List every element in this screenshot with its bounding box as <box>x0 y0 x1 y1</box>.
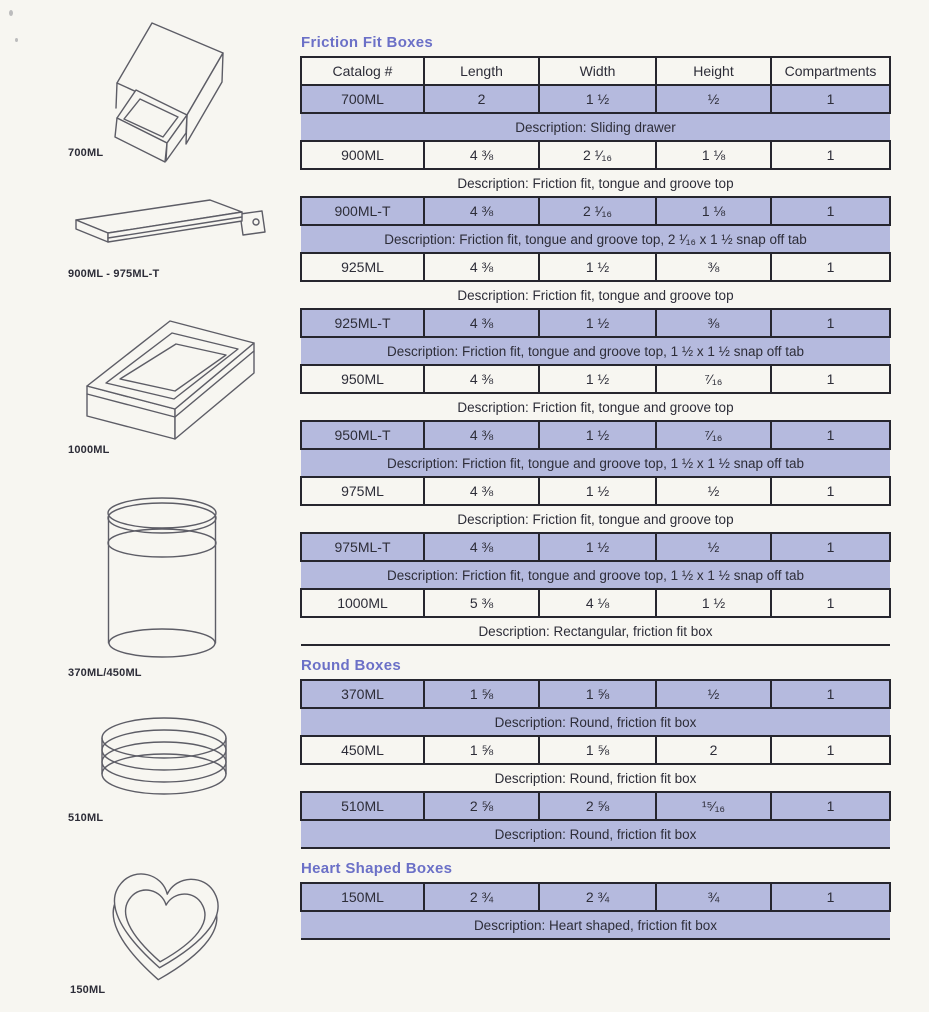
length-cell: 1 ⅝ <box>424 680 539 708</box>
catalog-cell: 1000ML <box>301 589 424 617</box>
width-cell: 1 ½ <box>539 533 656 561</box>
height-cell: 1 ½ <box>656 589 771 617</box>
compartments-cell: 1 <box>771 736 890 764</box>
figure-label-370ml-450ml: 370ML/450ML <box>68 667 142 679</box>
heart-box-icon <box>93 862 235 988</box>
column-header: Catalog # <box>301 57 424 85</box>
width-cell: 1 ⅝ <box>539 680 656 708</box>
description-cell: Description: Friction fit, tongue and groove top, 2 ¹⁄₁₆ x 1 ½ snap off tab <box>301 225 890 253</box>
length-cell: 4 ⅜ <box>424 365 539 393</box>
spec-row-975ml <box>301 477 890 505</box>
description-row <box>301 820 890 848</box>
width-cell: 1 ½ <box>539 85 656 113</box>
spec-row-450ml <box>301 736 890 764</box>
description-row <box>301 281 890 309</box>
scan-speck <box>15 38 18 42</box>
length-cell: 2 ⅝ <box>424 792 539 820</box>
description-cell: Description: Friction fit, tongue and groove top <box>301 505 890 533</box>
description-row <box>301 911 890 939</box>
width-cell: 1 ½ <box>539 421 656 449</box>
spec-row-900ml <box>301 141 890 169</box>
spec-row-975ml-t <box>301 533 890 561</box>
length-cell: 4 ⅜ <box>424 197 539 225</box>
spec-table <box>300 679 891 849</box>
length-cell: 4 ⅜ <box>424 141 539 169</box>
length-cell: 4 ⅜ <box>424 421 539 449</box>
height-cell: 2 <box>656 736 771 764</box>
compartments-cell: 1 <box>771 533 890 561</box>
description-cell: Description: Friction fit, tongue and groove top <box>301 393 890 421</box>
description-cell: Description: Round, friction fit box <box>301 764 890 792</box>
description-cell: Description: Sliding drawer <box>301 113 890 141</box>
height-cell: ⅜ <box>656 309 771 337</box>
description-row <box>301 449 890 477</box>
catalog-cell: 975ML <box>301 477 424 505</box>
header-row <box>301 57 890 85</box>
compartments-cell: 1 <box>771 421 890 449</box>
height-cell: ½ <box>656 680 771 708</box>
cylinder-box-figure <box>105 496 220 661</box>
round-box-icon <box>98 712 230 820</box>
compartments-cell: 1 <box>771 141 890 169</box>
height-cell: ¾ <box>656 883 771 911</box>
compartments-cell: 1 <box>771 680 890 708</box>
catalog-cell: 450ML <box>301 736 424 764</box>
spec-row-700ml <box>301 85 890 113</box>
figure-label-150ml: 150ML <box>70 984 106 996</box>
width-cell: 1 ½ <box>539 253 656 281</box>
catalog-cell: 950ML <box>301 365 424 393</box>
height-cell: ¹⁵⁄₁₆ <box>656 792 771 820</box>
description-row <box>301 169 890 197</box>
spec-row-370ml <box>301 680 890 708</box>
height-cell: ⁷⁄₁₆ <box>656 365 771 393</box>
column-header: Length <box>424 57 539 85</box>
length-cell: 5 ⅜ <box>424 589 539 617</box>
length-cell: 4 ⅜ <box>424 533 539 561</box>
height-cell: 1 ⅛ <box>656 141 771 169</box>
length-cell: 2 ¾ <box>424 883 539 911</box>
height-cell: 1 ⅛ <box>656 197 771 225</box>
description-cell: Description: Heart shaped, friction fit box <box>301 911 890 939</box>
spec-row-925ml <box>301 253 890 281</box>
length-cell: 4 ⅜ <box>424 253 539 281</box>
column-header: Compartments <box>771 57 890 85</box>
spec-row-925ml-t <box>301 309 890 337</box>
compartments-cell: 1 <box>771 883 890 911</box>
flat-slide-box-icon <box>72 196 270 258</box>
length-cell: 4 ⅜ <box>424 309 539 337</box>
width-cell: 2 ¹⁄₁₆ <box>539 141 656 169</box>
width-cell: 2 ¹⁄₁₆ <box>539 197 656 225</box>
section-heading: Heart Shaped Boxes <box>301 860 453 877</box>
catalog-cell: 975ML-T <box>301 533 424 561</box>
sliding-drawer-box-icon <box>100 20 240 165</box>
spec-row-150ml <box>301 883 890 911</box>
length-cell: 4 ⅜ <box>424 477 539 505</box>
height-cell: ⁷⁄₁₆ <box>656 421 771 449</box>
heart-box-figure <box>93 862 235 988</box>
compartments-cell: 1 <box>771 309 890 337</box>
description-row <box>301 617 890 645</box>
cylinder-box-icon <box>105 496 220 661</box>
column-header: Height <box>656 57 771 85</box>
description-cell: Description: Friction fit, tongue and groove top, 1 ½ x 1 ½ snap off tab <box>301 449 890 477</box>
height-cell: ½ <box>656 533 771 561</box>
figure-label-700ml: 700ML <box>68 147 104 159</box>
description-row <box>301 764 890 792</box>
spec-row-1000ml <box>301 589 890 617</box>
description-cell: Description: Friction fit, tongue and groove top, 1 ½ x 1 ½ snap off tab <box>301 337 890 365</box>
section-heading: Round Boxes <box>301 657 401 674</box>
compartments-cell: 1 <box>771 792 890 820</box>
width-cell: 1 ⅝ <box>539 736 656 764</box>
catalog-cell: 700ML <box>301 85 424 113</box>
catalog-cell: 900ML-T <box>301 197 424 225</box>
description-row <box>301 708 890 736</box>
width-cell: 2 ⅝ <box>539 792 656 820</box>
length-cell: 1 ⅝ <box>424 736 539 764</box>
compartments-cell: 1 <box>771 197 890 225</box>
spec-table <box>300 882 891 940</box>
spec-tables <box>300 34 889 951</box>
width-cell: 1 ½ <box>539 477 656 505</box>
rectangular-tray-box-icon <box>78 315 263 460</box>
catalog-cell: 925ML <box>301 253 424 281</box>
scan-speck <box>9 10 13 16</box>
width-cell: 1 ½ <box>539 365 656 393</box>
description-cell: Description: Round, friction fit box <box>301 820 890 848</box>
description-cell: Description: Rectangular, friction fit box <box>301 617 890 645</box>
spec-row-950ml-t <box>301 421 890 449</box>
catalog-cell: 510ML <box>301 792 424 820</box>
description-row <box>301 561 890 589</box>
width-cell: 2 ¾ <box>539 883 656 911</box>
catalog-cell: 900ML <box>301 141 424 169</box>
catalog-cell: 370ML <box>301 680 424 708</box>
height-cell: ½ <box>656 85 771 113</box>
description-cell: Description: Friction fit, tongue and groove top, 1 ½ x 1 ½ snap off tab <box>301 561 890 589</box>
figure-label-1000ml: 1000ML <box>68 444 110 456</box>
sliding-drawer-box-figure <box>100 20 240 165</box>
spec-row-950ml <box>301 365 890 393</box>
compartments-cell: 1 <box>771 85 890 113</box>
compartments-cell: 1 <box>771 253 890 281</box>
length-cell: 2 <box>424 85 539 113</box>
description-cell: Description: Friction fit, tongue and groove top <box>301 281 890 309</box>
description-row <box>301 113 890 141</box>
description-row <box>301 393 890 421</box>
figure-label-900ml-975ml-t: 900ML - 975ML-T <box>68 268 160 280</box>
compartments-cell: 1 <box>771 365 890 393</box>
height-cell: ½ <box>656 477 771 505</box>
spec-table <box>300 56 891 646</box>
description-cell: Description: Friction fit, tongue and groove top <box>301 169 890 197</box>
compartments-cell: 1 <box>771 477 890 505</box>
figure-label-510ml: 510ML <box>68 812 104 824</box>
compartments-cell: 1 <box>771 589 890 617</box>
column-header: Width <box>539 57 656 85</box>
flat-slide-box-figure <box>72 196 270 258</box>
description-row <box>301 505 890 533</box>
catalog-cell: 925ML-T <box>301 309 424 337</box>
description-row <box>301 337 890 365</box>
round-box-figure <box>98 712 230 820</box>
description-row <box>301 225 890 253</box>
height-cell: ⅜ <box>656 253 771 281</box>
description-cell: Description: Round, friction fit box <box>301 708 890 736</box>
spec-row-900ml-t <box>301 197 890 225</box>
width-cell: 1 ½ <box>539 309 656 337</box>
section-heading: Friction Fit Boxes <box>301 34 434 51</box>
rectangular-tray-box-figure <box>78 315 263 460</box>
catalog-cell: 950ML-T <box>301 421 424 449</box>
width-cell: 4 ⅛ <box>539 589 656 617</box>
spec-row-510ml <box>301 792 890 820</box>
catalog-cell: 150ML <box>301 883 424 911</box>
